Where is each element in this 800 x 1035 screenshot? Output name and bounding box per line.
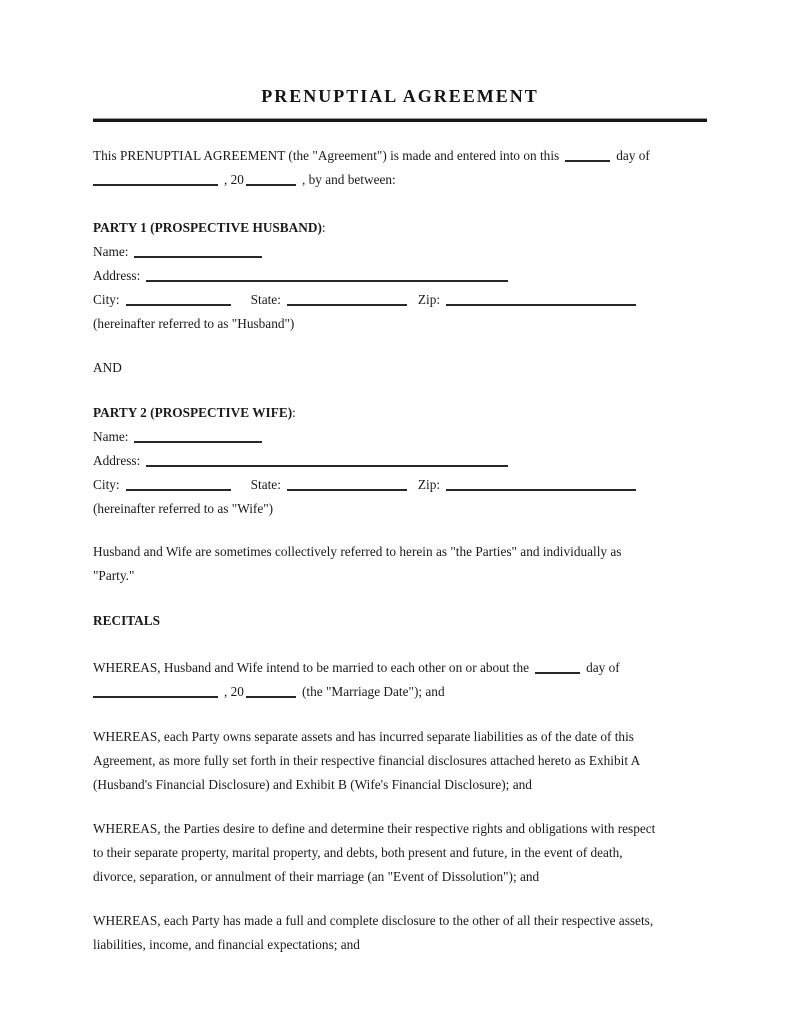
whereas-rights-line-2 — [93, 841, 707, 865]
party2-address-label: Address: — [93, 453, 141, 468]
marriage-year-blank[interactable] — [246, 695, 296, 698]
party2-city-blank[interactable] — [126, 488, 231, 491]
intro-line-2 — [93, 168, 707, 192]
party2-state-blank[interactable] — [287, 488, 407, 491]
party1-city-state-zip-line — [93, 288, 707, 312]
title-divider-rule — [93, 118, 707, 122]
conjunction-line — [93, 356, 707, 380]
whereas-assets-line-3 — [93, 773, 707, 797]
whereas-rights-text-3: divorce, separation, or annulment of their marriage (an "Event of Dissolution"); and — [93, 869, 540, 884]
whereas-marriage-text-day-of: day of — [586, 660, 620, 675]
parties-clause-text-1: Husband and Wife are sometimes collectively referred to herein as "the Parties" and individually as — [93, 544, 622, 559]
whereas-disclosure-paragraph — [93, 909, 707, 957]
whereas-assets-paragraph — [93, 725, 707, 797]
whereas-assets-line-2 — [93, 749, 707, 773]
whereas-rights-line-3 — [93, 865, 707, 889]
parties-clause-line-1 — [93, 540, 707, 564]
whereas-marriage-paragraph — [93, 656, 707, 704]
document-title: PRENUPTIAL AGREEMENT — [261, 86, 539, 106]
intro-line-1 — [93, 144, 707, 168]
party1-zip-blank[interactable] — [446, 303, 636, 306]
whereas-assets-text-2: Agreement, as more fully set forth in their respective financial disclosures attached hereto as Exhibit A — [93, 753, 641, 768]
party2-section — [93, 401, 707, 521]
party2-state-label: State: — [250, 477, 281, 492]
party2-name-label: Name: — [93, 429, 129, 444]
party1-state-blank[interactable] — [287, 303, 407, 306]
party2-city-label: City: — [93, 477, 120, 492]
party2-note-line — [93, 497, 707, 521]
party1-heading-colon: : — [321, 220, 326, 235]
whereas-marriage-line-1 — [93, 656, 707, 680]
party2-zip-label: Zip: — [417, 477, 441, 492]
party1-note-line — [93, 312, 707, 336]
party1-section — [93, 216, 707, 336]
party2-city-state-zip-line — [93, 473, 707, 497]
party2-address-blank[interactable] — [146, 464, 508, 467]
intro-text-by-between: , by and between: — [301, 172, 396, 187]
intro-text-comma-20: , 20 — [224, 172, 244, 187]
party1-state-label: State: — [250, 292, 281, 307]
party2-zip-blank[interactable] — [446, 488, 636, 491]
whereas-assets-text-1: WHEREAS, each Party owns separate assets and has incurred separate liabilities as of the date of this — [93, 729, 634, 744]
party1-heading: PARTY 1 (PROSPECTIVE HUSBAND) — [93, 220, 322, 235]
whereas-rights-paragraph — [93, 817, 707, 889]
party1-name-blank[interactable] — [134, 255, 262, 258]
whereas-disclosure-line-2 — [93, 933, 707, 957]
parties-clause-paragraph — [93, 540, 707, 588]
whereas-disclosure-text-1: WHEREAS, each Party has made a full and complete disclosure to the other of all their respective assets, — [93, 913, 654, 928]
whereas-marriage-line-2 — [93, 680, 707, 704]
parties-clause-line-2 — [93, 564, 707, 588]
marriage-month-blank[interactable] — [93, 695, 218, 698]
conjunction-text: AND — [93, 360, 122, 375]
whereas-marriage-text-post: (the "Marriage Date"); and — [301, 684, 445, 699]
party1-heading-line — [93, 216, 707, 240]
party1-hereinafter-note: (hereinafter referred to as "Husband") — [93, 316, 295, 331]
intro-day-blank[interactable] — [565, 159, 610, 162]
intro-paragraph — [93, 144, 707, 192]
party2-heading-colon: : — [292, 405, 296, 420]
party1-zip-label: Zip: — [417, 292, 441, 307]
party2-hereinafter-note: (hereinafter referred to as "Wife") — [93, 501, 274, 516]
intro-month-blank[interactable] — [93, 183, 218, 186]
party1-name-line — [93, 240, 707, 264]
recitals-heading: RECITALS — [93, 613, 160, 628]
party2-name-blank[interactable] — [134, 440, 262, 443]
intro-text-pre-day: This PRENUPTIAL AGREEMENT (the "Agreement") is made and entered into on this — [93, 148, 560, 163]
whereas-disclosure-text-2: liabilities, income, and financial expectations; and — [93, 937, 360, 952]
party2-heading-line — [93, 401, 707, 425]
conjunction-block — [93, 356, 707, 380]
party1-address-blank[interactable] — [146, 279, 508, 282]
parties-clause-text-2: "Party." — [93, 568, 135, 583]
party1-city-label: City: — [93, 292, 120, 307]
whereas-rights-text-1: WHEREAS, the Parties desire to define and determine their respective rights and obligations with respect — [93, 821, 656, 836]
party1-name-label: Name: — [93, 244, 129, 259]
intro-text-day-of: day of — [616, 148, 650, 163]
whereas-marriage-text-comma-20: , 20 — [224, 684, 244, 699]
party2-heading: PARTY 2 (PROSPECTIVE WIFE) — [93, 405, 293, 420]
party1-city-blank[interactable] — [126, 303, 231, 306]
intro-year-blank[interactable] — [246, 183, 296, 186]
party1-address-label: Address: — [93, 268, 141, 283]
party1-address-line — [93, 264, 707, 288]
whereas-rights-line-1 — [93, 817, 707, 841]
whereas-assets-text-3: (Husband's Financial Disclosure) and Exhibit B (Wife's Financial Disclosure); and — [93, 777, 532, 792]
marriage-day-blank[interactable] — [535, 671, 580, 674]
recitals-heading-block — [93, 609, 707, 633]
whereas-marriage-text-pre: WHEREAS, Husband and Wife intend to be married to each other on or about the — [93, 660, 530, 675]
whereas-assets-line-1 — [93, 725, 707, 749]
party2-name-line — [93, 425, 707, 449]
recitals-heading-line — [93, 609, 707, 633]
whereas-disclosure-line-1 — [93, 909, 707, 933]
whereas-rights-text-2: to their separate property, marital property, and debts, both present and future, in the event of death, — [93, 845, 623, 860]
party2-address-line — [93, 449, 707, 473]
